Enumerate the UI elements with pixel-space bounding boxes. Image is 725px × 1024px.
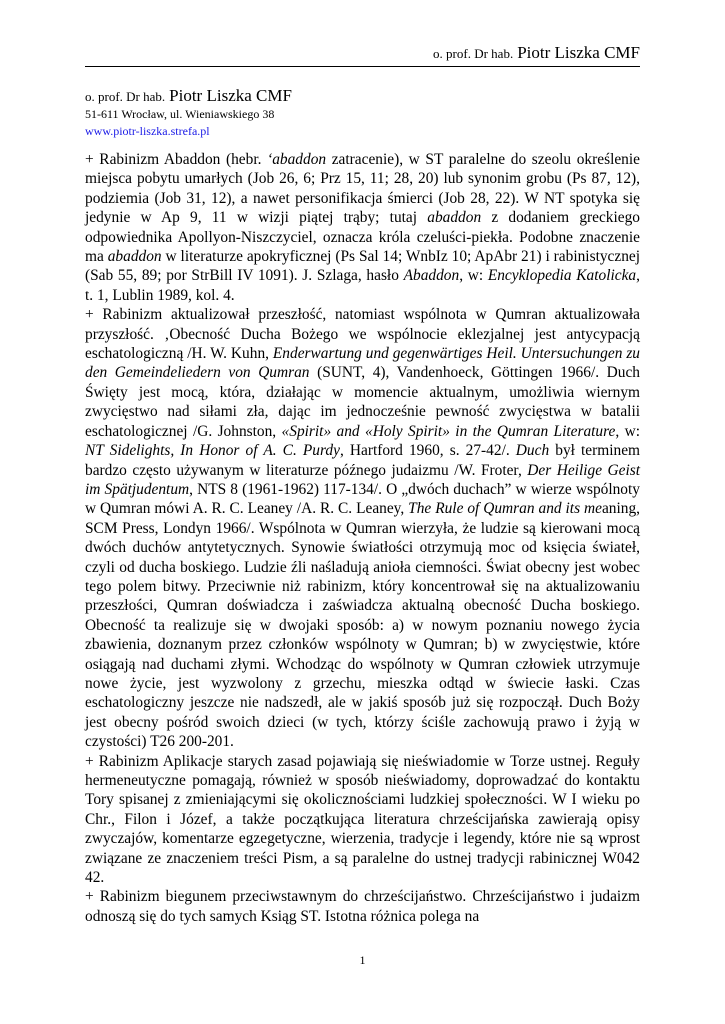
text-run: + Rabinizm biegunem przeciwstawnym do chrześcijaństwo. Chrześcijaństwo i judaizm odnoszą się do tych samych Ksiąg ST. Istotna różnica polega na: [85, 888, 640, 925]
italic-text-run: NT Sidelights, In Honor of A. C. Purdy: [85, 442, 340, 460]
text-run: zatracenie), w ST paralelne do szeolu określenie miejsca pobytu umarłych (Job 26, 6; Prz 15, 11; 28, 20) lub synonim grobu (Ps 87, 12), podziemia (Job 31, 12), a nawet personifikacja śmierci (Job 28, 22). W NT spotyka się jedynie w Ap 9, 11 w wizji piątej trąby; tutaj: [85, 151, 640, 227]
text-run: z dodaniem greckiego odpowiednika Apollyon-Niszczyciel, oznacza króla czeluści-piekła. Podobne znaczenie ma: [85, 209, 640, 266]
paragraph: [85, 305, 640, 751]
running-header: [85, 44, 640, 67]
paragraph: [85, 752, 640, 888]
italic-text-run: abaddon: [107, 248, 162, 266]
italic-text-run: «Spirit» and «Holy Spirit» in the Qumran Literature: [281, 422, 616, 440]
italic-text-run: Der Heilige Geist im Spätjudentum: [85, 461, 641, 498]
text-run: , w:: [459, 267, 488, 285]
paragraph: [85, 150, 640, 305]
text-run: aning, SCM Press, Londyn 1966/. Wspólnota w Qumran wierzyła, że ludzie są kierowani mocą dwóch duchów antytetycznych. Synowie światłości otrzymują moc od księcia świateł, czyli od ducha boskiego. Ludzie źli naśladują anioła ciemności. Świat obecny jest wobec tego polem bitwy. Przeciwnie niż rabinizm, który koncentrował się na aktualizowaniu przeszłości, Qumran doświadcza i zaświadcza aktualną obecność Ducha boskiego. Obecność ta realizuje się w dwojaki sposób: a) w nowym poznaniu nowego życia zbawienia, doznanym przez członków wspólnoty w Qumran; b) w zwycięstwie, które osiągają nad duchami złymi. Wchodząc do wspólnoty w Qumran człowiek utrzymuje nowe życie, jest wyzwolony z grzechu, mieszka odtąd w świecie łaski. Czas eschatologiczny jeszcze nie nadszedł, ale w jakiś sposób już się rozpoczął. Duch Boży jest obecny pośród swoich dzieci (w tych, którzy ściśle zachowują prawo i żyją w czystości) T26 200-201.: [85, 500, 640, 751]
paragraph: [85, 887, 640, 926]
italic-text-run: ‘abaddon: [267, 151, 327, 168]
address-street: 51-611 Wrocław, ul. Wieniawskiego 38: [85, 107, 275, 121]
address-author-name: Piotr Liszka CMF: [169, 86, 292, 105]
text-run: był terminem bardzo często używanym w literaturze późnego judaizmu /W. Froter,: [85, 442, 640, 479]
italic-text-run: Abaddon: [403, 267, 460, 285]
italic-text-run: The Rule of Qumran and its me: [408, 500, 602, 518]
italic-text-run: Enderwartung und gegenwärtiges Heil. Untersuchungen zu den Gemeindeliedern von Qumran: [85, 345, 641, 382]
header-author-name: Piotr Liszka CMF: [517, 43, 640, 62]
italic-text-run: Duch: [515, 442, 550, 460]
website-link[interactable]: www.piotr-liszka.strefa.pl: [85, 124, 210, 138]
page-number: 1: [359, 953, 366, 967]
article-body: [85, 150, 640, 926]
text-run: (SUNT, 4), Vandenhoeck, Göttingen 1966/. Duch Święty jest mocą, która, działając w momencie aktualnym, umożliwia wiernym zwycięstwo nad siłami zła, dając im jednocześnie pewność zwycięstwa w batalii eschatologicznej /G. Johnston,: [85, 364, 640, 440]
italic-text-run: abaddon: [427, 209, 482, 227]
text-run: w literaturze apokryficznej (Ps Sal 14; WnbIz 10; ApAbr 21) i rabinistycznej (Sab 55, 89; por StrBill IV 1091). J. Szlaga, hasło: [85, 248, 641, 285]
address-name-line: [85, 86, 645, 107]
text-run: , t. 1, Lublin 1989, kol. 4.: [85, 267, 640, 304]
text-run: , Hartford 1960, s. 27-42/.: [339, 442, 516, 460]
text-run: + Rabinizm aktualizował przeszłość, natomiast wspólnota w Qumran aktualizowała przyszłość. ‚Obecność Ducha Bożego we wspólnocie eklezjalnej jest antycypacją eschatologiczną /H. W. Kuhn,: [85, 306, 640, 363]
header-title-prefix: o. prof. Dr hab.: [433, 46, 514, 61]
text-run: , NTS 8 (1961-1962) 117-134/. O „dwóch duchach” w wierze wspólnoty w Qumran mówi A. R. C. Leaney /A. R. C. Leaney,: [85, 480, 640, 518]
text-run: + Rabinizm Abaddon (hebr.: [85, 151, 268, 168]
text-run: + Rabinizm Aplikacje starych zasad pojawiają się nieświadomie w Torze ustnej. Reguły hermeneutyczne pomagają, również w sposób nieświadomy, doprowadzać do kontaktu Tory spisanej z zmieniającymi się okolicznościami ludzkiej społeczności. W I wieku po Chr., Filon i Józef, a także początkująca literatura chrześcijańska zawierają opisy zwyczajów, komentarze egzegetyczne, wierzenia, tradycje i legendy, które nie są wprost związane ze znaczeniem treści Pism, a są paralelne do ustnej tradycji rabinicznej W042 42.: [85, 752, 640, 887]
italic-text-run: Encyklopedia Katolicka: [487, 267, 637, 285]
text-run: , w:: [615, 422, 641, 440]
address-title-prefix: o. prof. Dr hab.: [85, 89, 166, 104]
author-address-block: [85, 86, 645, 140]
